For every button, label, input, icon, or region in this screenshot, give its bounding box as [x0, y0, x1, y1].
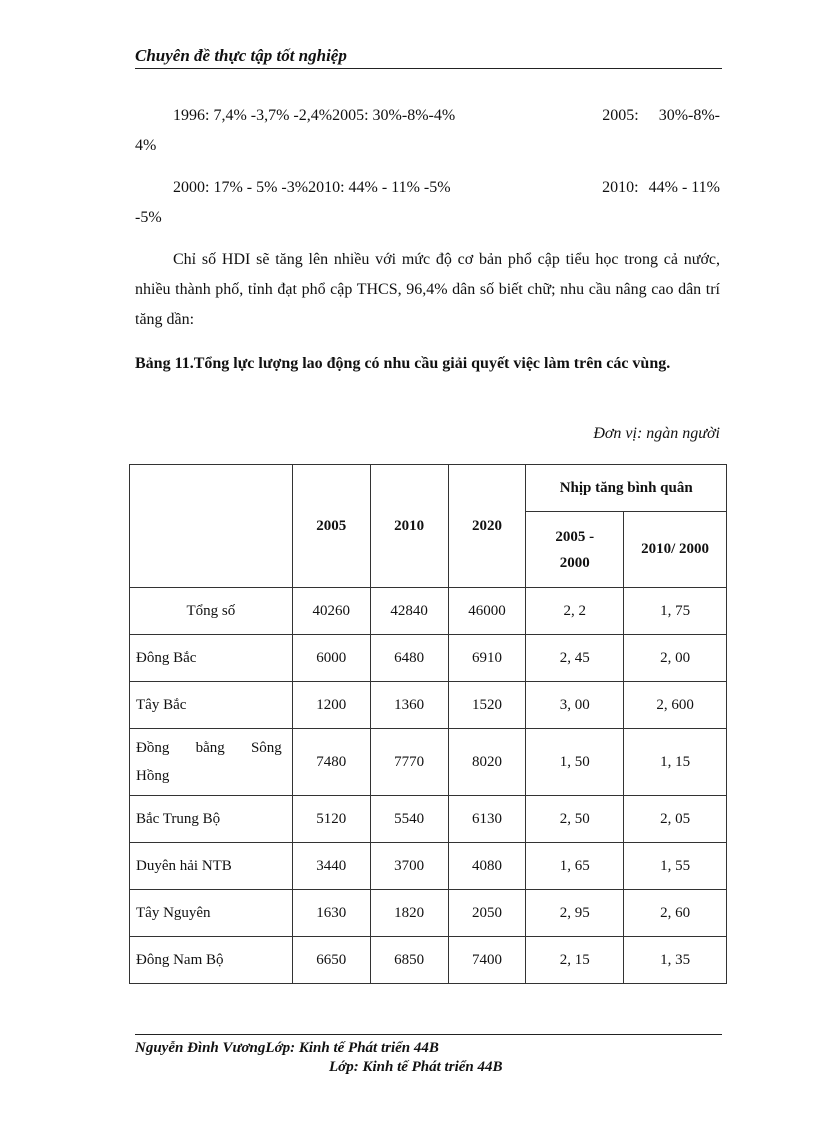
cell-2005: 5120 [292, 796, 370, 843]
cell-growth-1: 1, 50 [526, 729, 624, 796]
cell-growth-1: 2, 45 [526, 635, 624, 682]
cell-2005: 3440 [292, 843, 370, 890]
cell-growth-1: 3, 00 [526, 682, 624, 729]
cell-growth-2: 1, 55 [624, 843, 727, 890]
row-name [130, 729, 293, 796]
table-row [130, 890, 727, 937]
hdi-text: Chỉ số HDI sẽ tăng lên nhiều với mức độ cơ bản phổ cập tiểu học trong cả nước, nhiều thành phố, tỉnh đạt phổ cập THCS, 96,4% dân số biết chữ; nhu cầu nâng cao dân trí tăng dần: [135, 251, 720, 328]
row-name: Tây Nguyên [130, 890, 293, 937]
row-name-part: Hồng [136, 768, 170, 784]
header-2010: 2010 [370, 465, 448, 588]
cell-2005: 6000 [292, 635, 370, 682]
cell-2010: 3700 [370, 843, 448, 890]
header-growth-2010-2000: 2010/ 2000 [624, 512, 727, 588]
cell-2005: 7480 [292, 729, 370, 796]
cell-growth-1: 2, 15 [526, 937, 624, 984]
cell-growth-1: 2, 2 [526, 588, 624, 635]
header-title: Chuyên đề thực tập tốt nghiệp [135, 46, 347, 65]
cell-growth-2: 1, 35 [624, 937, 727, 984]
rate-line-1996 [135, 101, 720, 161]
cell-2020: 4080 [448, 843, 526, 890]
cell-2020: 7400 [448, 937, 526, 984]
table-row [130, 682, 727, 729]
table-row [130, 796, 727, 843]
table-row [130, 729, 727, 796]
page-footer [135, 1034, 722, 1077]
cell-growth-2: 2, 05 [624, 796, 727, 843]
header-region [130, 465, 293, 588]
row-name: Tây Bắc [130, 682, 293, 729]
cell-growth-1: 2, 50 [526, 796, 624, 843]
cell-2020: 6910 [448, 635, 526, 682]
row-name: Đông Bắc [130, 635, 293, 682]
cell-growth-2: 2, 00 [624, 635, 727, 682]
cell-2020: 2050 [448, 890, 526, 937]
cell-2010: 5540 [370, 796, 448, 843]
cell-2005: 6650 [292, 937, 370, 984]
footer-line-1: Nguyễn Đình VươngLớp: Kinh tế Phát triển 44B [135, 1040, 439, 1056]
table-row [130, 843, 727, 890]
cell-growth-1: 2, 95 [526, 890, 624, 937]
hdi-paragraph [135, 245, 720, 335]
cell-growth-2: 2, 600 [624, 682, 727, 729]
row-name: Duyên hải NTB [130, 843, 293, 890]
rate-line-2000 [135, 173, 720, 233]
cell-2010: 42840 [370, 588, 448, 635]
row-name: Bắc Trung Bộ [130, 796, 293, 843]
cell-growth-2: 2, 60 [624, 890, 727, 937]
rate-tail-2005: 4% [135, 137, 157, 154]
page-header [135, 46, 722, 69]
cell-2010: 6850 [370, 937, 448, 984]
header-growth-2005: 2005 - [555, 528, 595, 545]
cell-2020: 46000 [448, 588, 526, 635]
row-name: Tổng số [130, 588, 293, 635]
header-growth-2005-2000 [526, 512, 624, 588]
rate-value-2005: 30%-8%- [658, 107, 720, 124]
rate-tail-2010: -5% [135, 209, 162, 226]
labor-table [129, 464, 727, 984]
table-row [130, 588, 727, 635]
cell-growth-2: 1, 15 [624, 729, 727, 796]
cell-2020: 8020 [448, 729, 526, 796]
header-growth-2000: 2000 [559, 554, 590, 571]
row-name-part: bằng [195, 740, 225, 756]
cell-2020: 6130 [448, 796, 526, 843]
rate-label-2005: 2005: [602, 107, 639, 124]
cell-2010: 1360 [370, 682, 448, 729]
table-row [130, 937, 727, 984]
cell-2020: 1520 [448, 682, 526, 729]
header-2005: 2005 [292, 465, 370, 588]
unit-label: Đơn vị: ngàn người [593, 425, 720, 442]
cell-growth-2: 1, 75 [624, 588, 727, 635]
row-name: Đông Nam Bộ [130, 937, 293, 984]
header-growth: Nhịp tăng bình quân [526, 465, 727, 512]
cell-2005: 1630 [292, 890, 370, 937]
footer-line-2: Lớp: Kinh tế Phát triển 44B [329, 1059, 503, 1075]
row-name-part: Sông [250, 740, 282, 756]
table-row [130, 635, 727, 682]
header-2020: 2020 [448, 465, 526, 588]
cell-growth-1: 1, 65 [526, 843, 624, 890]
rate-label-2010: 2010: [602, 179, 639, 196]
cell-2010: 7770 [370, 729, 448, 796]
cell-2010: 6480 [370, 635, 448, 682]
rate-text-2000: 2000: 17% - 5% -3%2010: 44% - 11% -5% [173, 179, 451, 196]
table-title: Bảng 11.Tổng lực lượng lao động có nhu cầu giải quyết việc làm trên các vùng. [135, 355, 671, 372]
cell-2010: 1820 [370, 890, 448, 937]
row-name-part: Đồng [136, 740, 170, 756]
cell-2005: 40260 [292, 588, 370, 635]
cell-2005: 1200 [292, 682, 370, 729]
rate-value-2010: 44% - 11% [648, 179, 720, 196]
rate-text-1996: 1996: 7,4% -3,7% -2,4%2005: 30%-8%-4% [173, 107, 456, 124]
